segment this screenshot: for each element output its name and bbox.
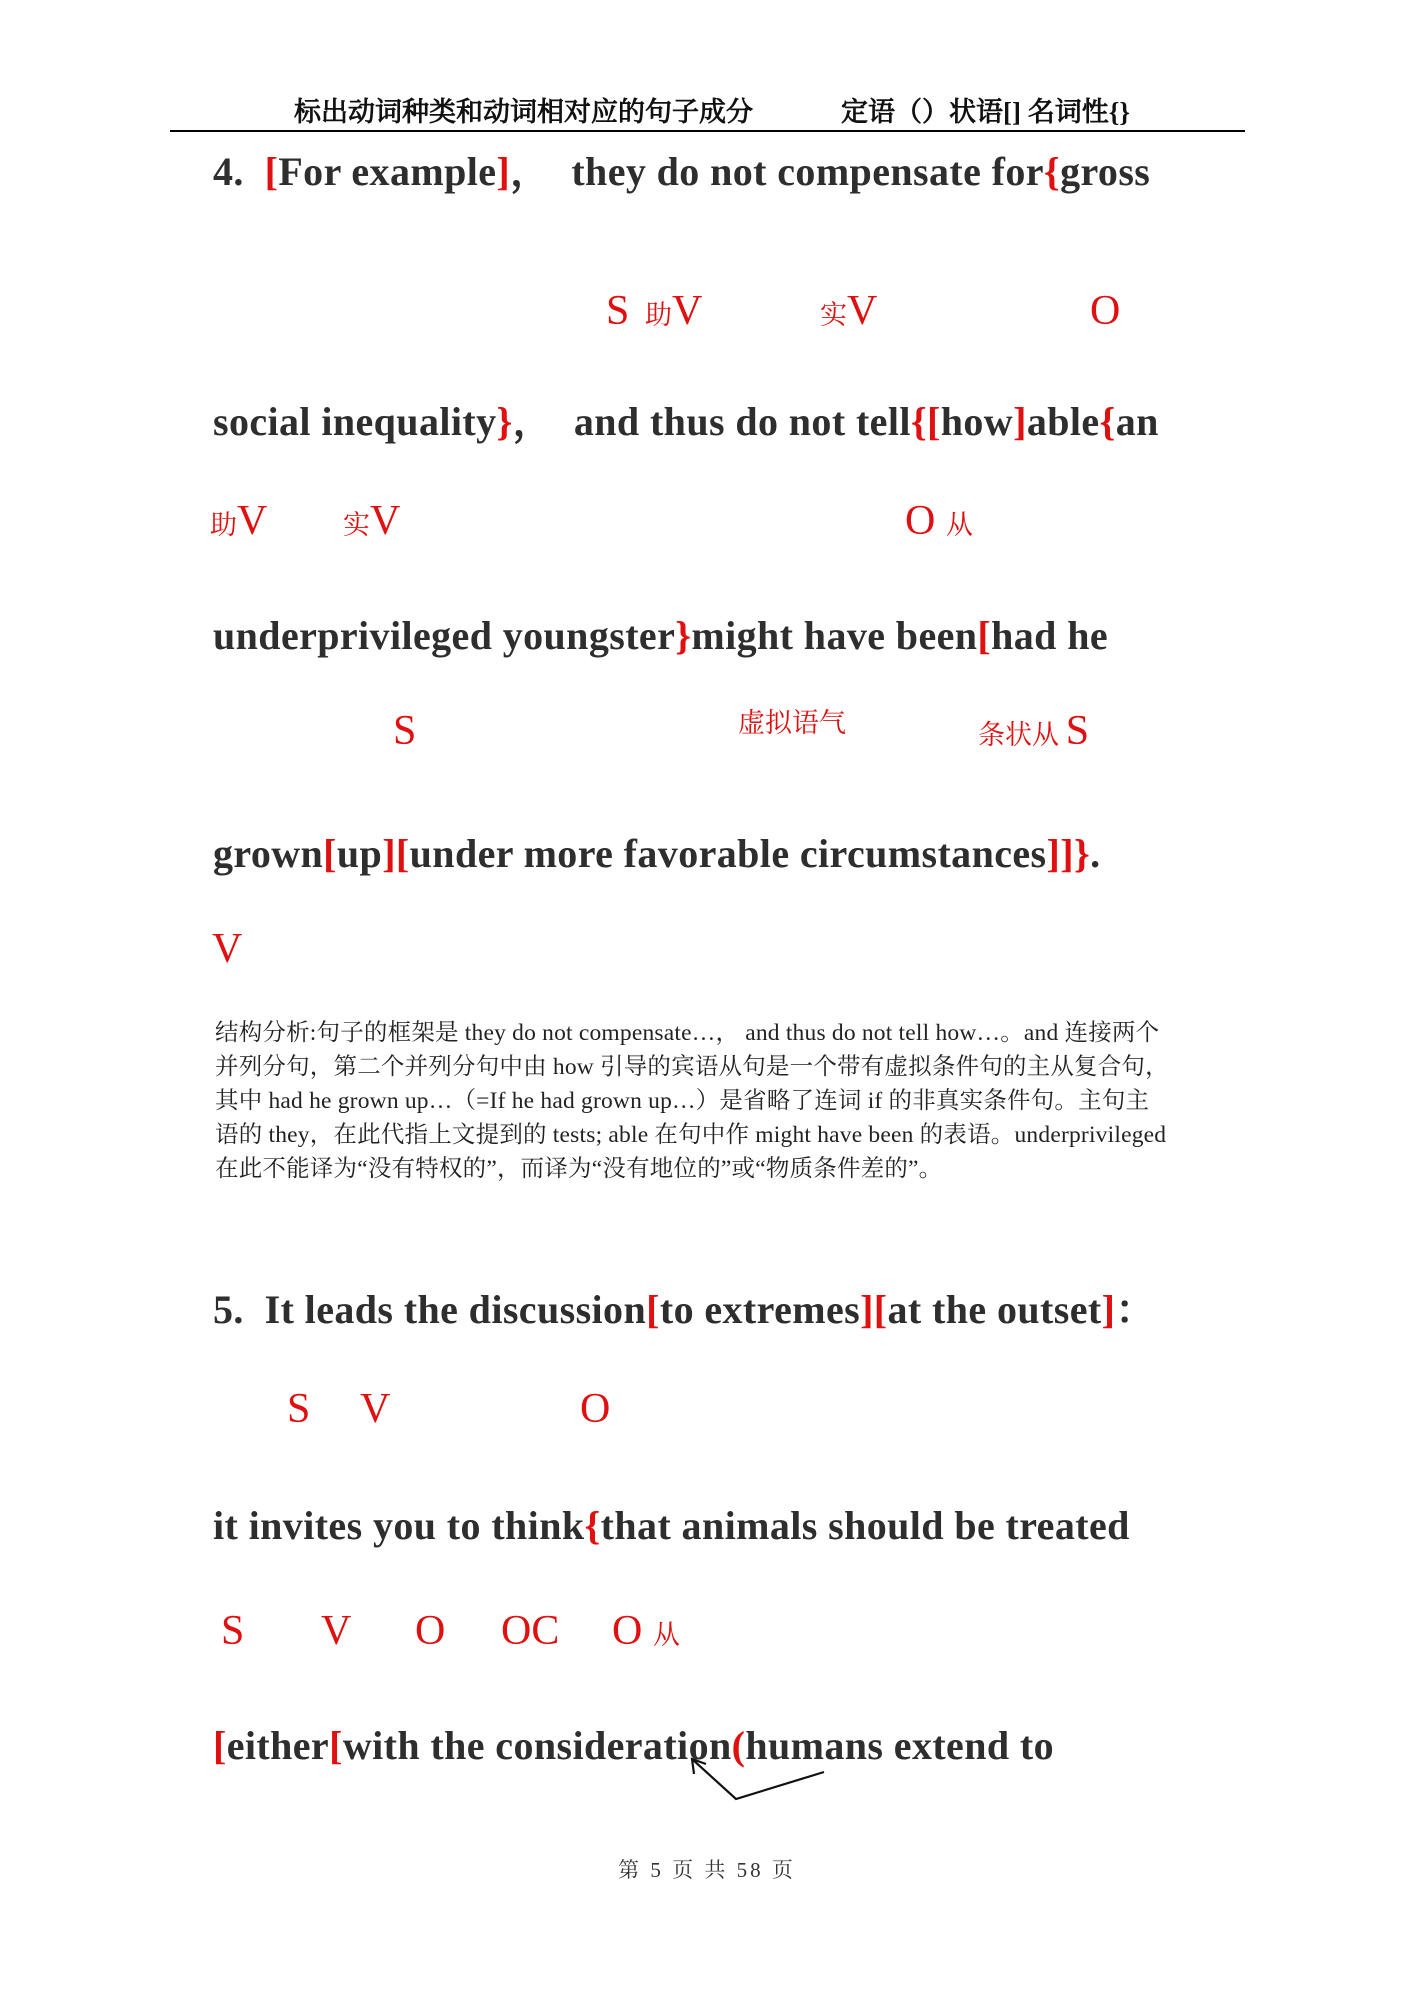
annotation-token-o: O: [580, 1386, 611, 1432]
hand-drawn-arrow: [655, 1742, 855, 1822]
annotation-token-s: S: [221, 1608, 245, 1654]
annotation-token-o: O: [415, 1608, 446, 1654]
item4-line-1: 4. [For example]， they do not compensate for{gross: [213, 149, 1151, 194]
annotation-token-s: S: [606, 288, 630, 334]
annotation-token-v: V: [212, 926, 243, 972]
analysis-line: 语的 they，在此代指上文提到的 tests; able 在句中作 might have been 的表语。underprivileged: [215, 1122, 1167, 1148]
annotation-token-o-clause: O 从: [612, 1608, 680, 1654]
analysis-line: 并列分句，第二个并列分句中由 how 引导的宾语从句是一个带有虚拟条件句的主从复合句，: [215, 1054, 1169, 1080]
annotation-token-o-clause: O 从: [905, 498, 973, 544]
footer-page-number: 第 5 页 共 58 页: [618, 1858, 796, 1882]
item4-annotation-row-3: [0, 710, 1414, 764]
analysis-line: 结构分析:句子的框架是 they do not compensate…， and thus do not tell how…。and 连接两个: [215, 1020, 1160, 1046]
annotation-token-o: O: [1090, 288, 1121, 334]
annotation-token-s: S: [393, 708, 417, 754]
annotation-token-aux-v: 助V: [210, 498, 268, 544]
item5-line-1: 5. It leads the discussion[to extremes][at the outset]：: [213, 1287, 1156, 1332]
item5-line-3: [either[with the consideration(humans extend to: [213, 1723, 1055, 1768]
item4-annotation-row-2: [0, 500, 1414, 554]
item4-line-4: grown[up][under more favorable circumstances]]}.: [213, 831, 1101, 876]
annotation-token-oc: OC: [501, 1608, 560, 1654]
annotation-token-aux-v: 助V: [645, 288, 703, 334]
item5-annotation-row-2: [0, 1610, 1414, 1664]
item4-line-3: underprivileged youngster}might have been[had he: [213, 613, 1109, 658]
item4-line-2: social inequality}， and thus do not tell{[how]able{an: [213, 399, 1159, 444]
analysis-line: 在此不能译为“没有特权的”，而译为“没有地位的”或“物质条件差的”。: [215, 1156, 943, 1182]
annotation-token-s: S: [287, 1386, 311, 1432]
annotation-token-main-v: 实V: [820, 288, 878, 334]
item5-line-2: it invites you to think{that animals should be treated: [213, 1503, 1130, 1548]
header-rule: [170, 130, 1245, 132]
annotation-token-main-v: 实V: [343, 498, 401, 544]
annotation-token-v: V: [360, 1386, 391, 1432]
analysis-line: 其中 had he grown up…（=If he had grown up…）是省略了连词 if 的非真实条件句。主句主: [215, 1088, 1150, 1114]
item4-annotation-row-4: [0, 928, 1414, 982]
header-left-title: 标出动词种类和动词相对应的句子成分: [294, 97, 753, 127]
annotation-token-v: V: [321, 1608, 352, 1654]
header-right-legend: 定语（）状语[] 名词性{}: [841, 97, 1131, 127]
analysis-paragraph: [215, 1016, 1255, 1186]
annotation-token-conditional-clause-s: 条状从 S: [978, 708, 1090, 754]
annotation-token-subjunctive: 虚拟语气: [738, 708, 846, 738]
item5-annotation-row-1: [0, 1388, 1414, 1442]
item4-annotation-row-1: [0, 290, 1414, 344]
